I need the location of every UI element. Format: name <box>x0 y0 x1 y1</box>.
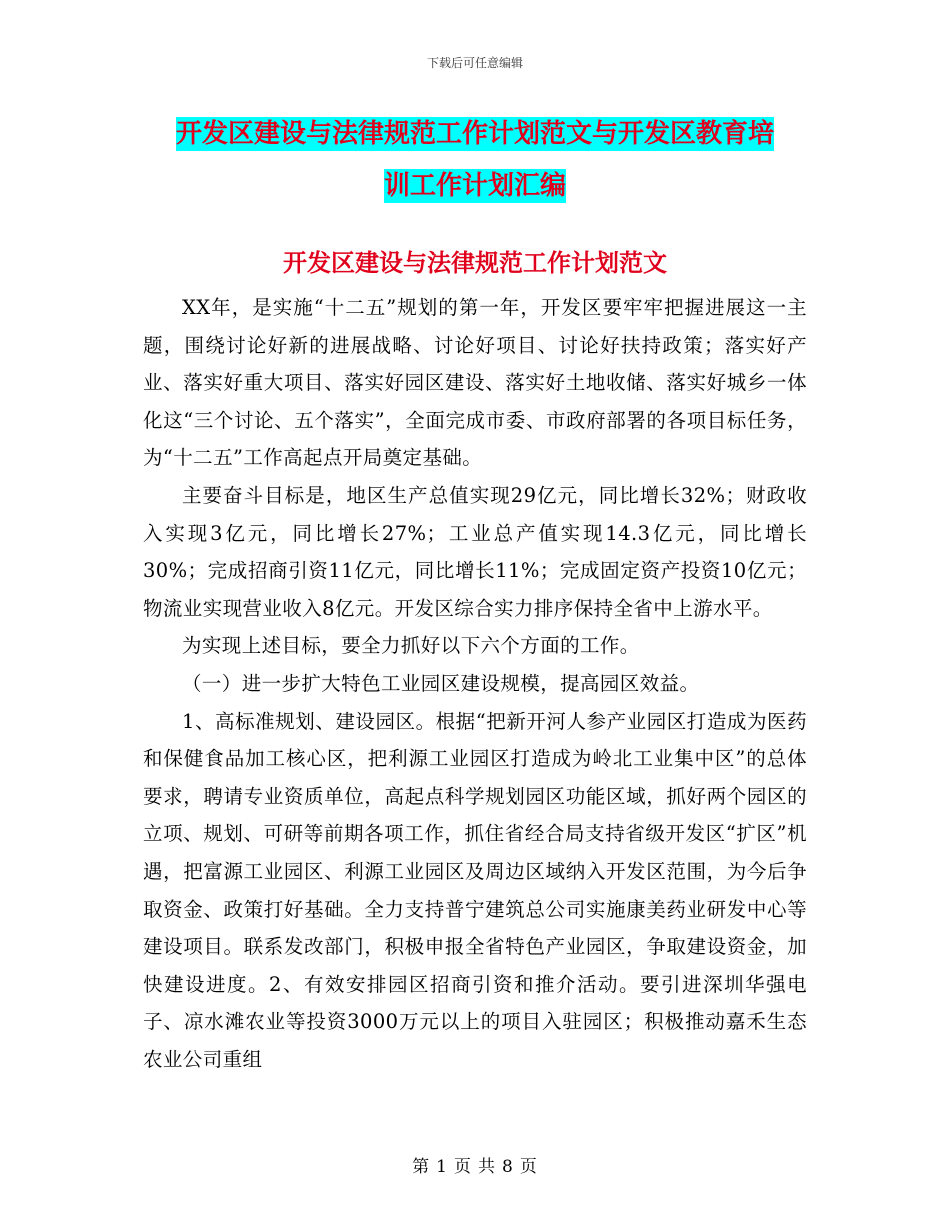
paragraph-4: （一）进一步扩大特色工业园区建设规模，提高园区效益。 <box>182 671 700 695</box>
section-title: 开发区建设与法律规范工作计划范文 <box>283 249 667 277</box>
paragraph-5: 1、高标准规划、建设园区。根据“把新开河人参产业园区打造成为医药和保健食品加工核心区，把利源工业园区打造成为岭北工业集中区”的总体要求，聘请专业资质单位，高起点科学规划园区功能区域，抓好两个园区的立项、规划、可研等前期各项工作，抓住省经合局支持省级开发区“扩区”机遇，把富源工业园区、利源工业园区及周边区域纳入开发区范围，为今后争取资金、政策打好基础。全力支持普宁建筑总公司实施康美药业研发中心等建设项目。联系发改部门，积极申报全省特色产业园区，争取建设资金，加快建设进度。2、有效安排园区招商引资和推介活动。要引进深圳华强电子、凉水滩农业等投资3000万元以上的项目入驻园区；积极推动嘉禾生态农业公司重组 <box>143 709 807 1071</box>
footer-current-page: 1 <box>436 1157 448 1177</box>
footer-prefix: 第 <box>412 1157 431 1177</box>
paragraph-2: 主要奋斗目标是，地区生产总值实现29亿元，同比增长32%；财政收入实现3亿元，同比增长27%；工业总产值实现14.3亿元，同比增长30%；完成招商引资11亿元，同比增长11%；完成固定资产投资10亿元；物流业实现营业收入8亿元。开发区综合实力排序保持全省中上游水平。 <box>143 483 807 620</box>
footer-suffix: 页 <box>519 1157 538 1177</box>
paragraph-1: XX年，是实施“十二五”规划的第一年，开发区要牢牢把握进展这一主题，围绕讨论好新的进展战略、讨论好项目、讨论好扶持政策；落实好产业、落实好重大项目、落实好园区建设、落实好土地收储、落实好城乡一体化这“三个讨论、五个落实”，全面完成市委、市政府部署的各项目标任务，为“十二五”工作高起点开局奠定基础。 <box>143 296 807 470</box>
header-note: 下载后可任意编辑 <box>426 56 523 70</box>
document-title-line-2: 训工作计划汇编 <box>383 171 566 201</box>
document-title <box>143 108 807 212</box>
footer-middle: 页 <box>454 1157 472 1177</box>
footer-total-label: 共 <box>478 1157 496 1177</box>
document-title-line-1: 开发区建设与法律规范工作计划范文与开发区教育培 <box>175 119 774 149</box>
document-body <box>143 289 807 1078</box>
paragraph-3: 为实现上述目标，要全力抓好以下六个方面的工作。 <box>182 634 640 658</box>
page-footer <box>0 1152 950 1177</box>
footer-total-pages: 8 <box>502 1157 514 1177</box>
